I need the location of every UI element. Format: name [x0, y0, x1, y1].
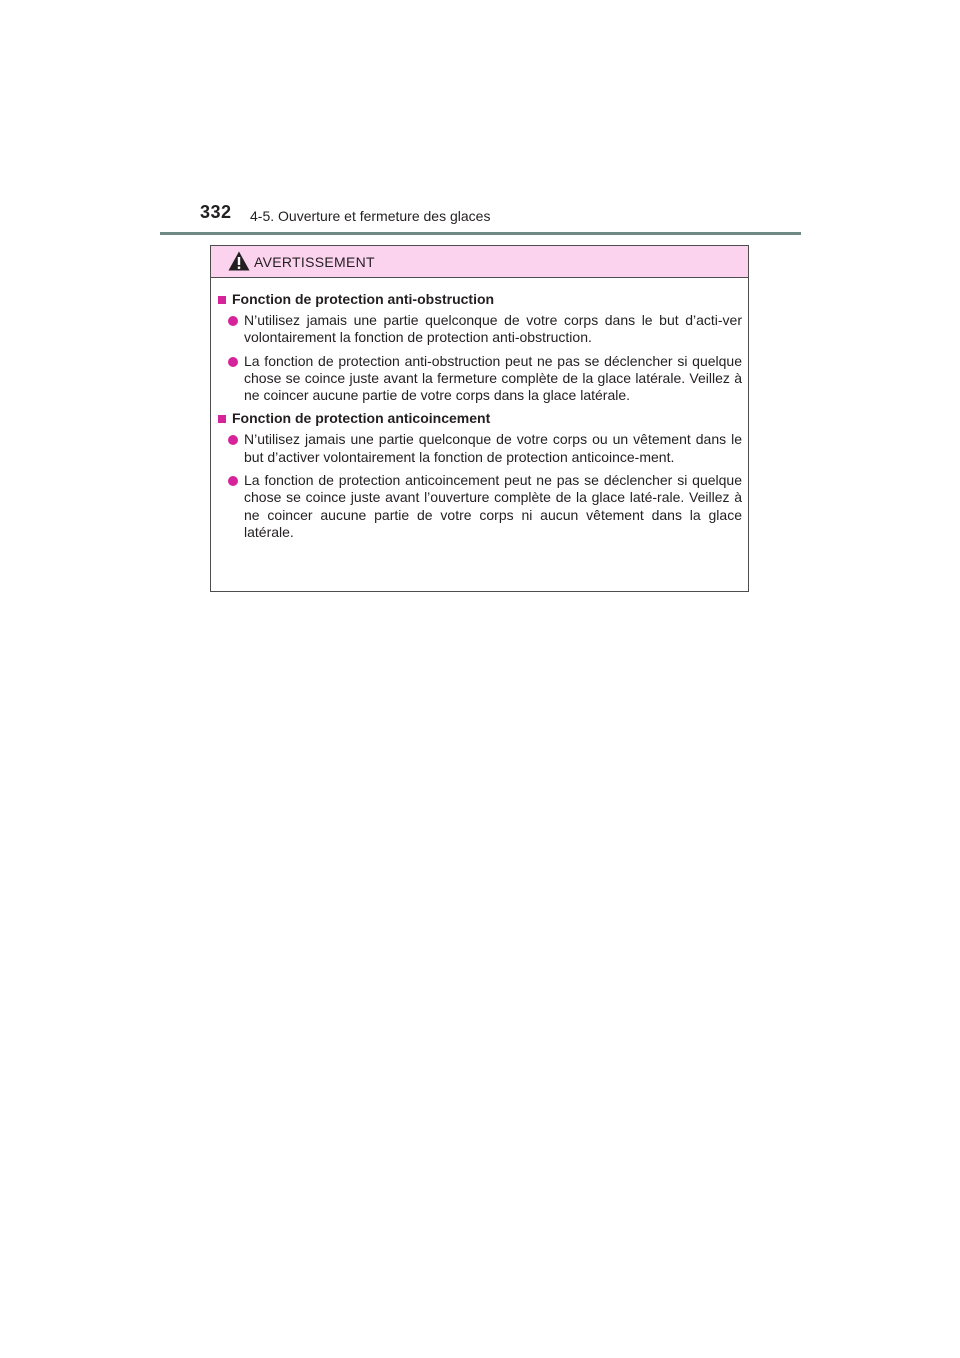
item-text: La fonction de protection anticoincement peut ne pas se déclencher si quelque chose se coince juste avant l’ouverture complète de la glace laté-rale. Veillez à ne coincer aucune partie de votre corps ni aucun vêtement dans la glace latérale. — [244, 472, 742, 540]
header-divider — [160, 232, 801, 235]
warning-section — [216, 410, 742, 541]
section-title: 4-5. Ouverture et fermeture des glaces — [250, 208, 491, 224]
list-item — [216, 312, 742, 347]
square-bullet-icon — [218, 296, 226, 304]
item-text: N’utilisez jamais une partie quelconque de votre corps ou un vêtement dans le but d’activer volontairement la fonction de protection anticoince-ment. — [244, 431, 742, 465]
circle-bullet-icon — [228, 435, 238, 445]
warning-box — [210, 245, 749, 592]
circle-bullet-icon — [228, 476, 238, 486]
warning-header — [211, 246, 748, 278]
item-text: La fonction de protection anti-obstruction peut ne pas se déclencher si quelque chose se coince juste avant la fermeture complète de la glace latérale. Veillez à ne coincer aucune partie de votre corps dans la glace latérale. — [244, 352, 742, 404]
circle-bullet-icon — [228, 316, 238, 326]
page-number: 332 — [200, 202, 232, 222]
list-item — [216, 431, 742, 466]
list-item — [216, 472, 742, 541]
warning-triangle-icon — [228, 251, 250, 271]
circle-bullet-icon — [228, 357, 238, 367]
section-heading: Fonction de protection anticoincement — [232, 410, 491, 427]
warning-body — [211, 278, 748, 541]
warning-section — [216, 291, 742, 404]
warning-title: AVERTISSEMENT — [254, 254, 375, 270]
item-text: N’utilisez jamais une partie quelconque de votre corps dans le but d’acti-ver volontairement la fonction de protection anti-obstruction. — [244, 312, 742, 346]
list-item — [216, 353, 742, 405]
section-heading: Fonction de protection anti-obstruction — [232, 291, 495, 307]
square-bullet-icon — [218, 415, 226, 423]
page-header — [0, 0, 960, 240]
